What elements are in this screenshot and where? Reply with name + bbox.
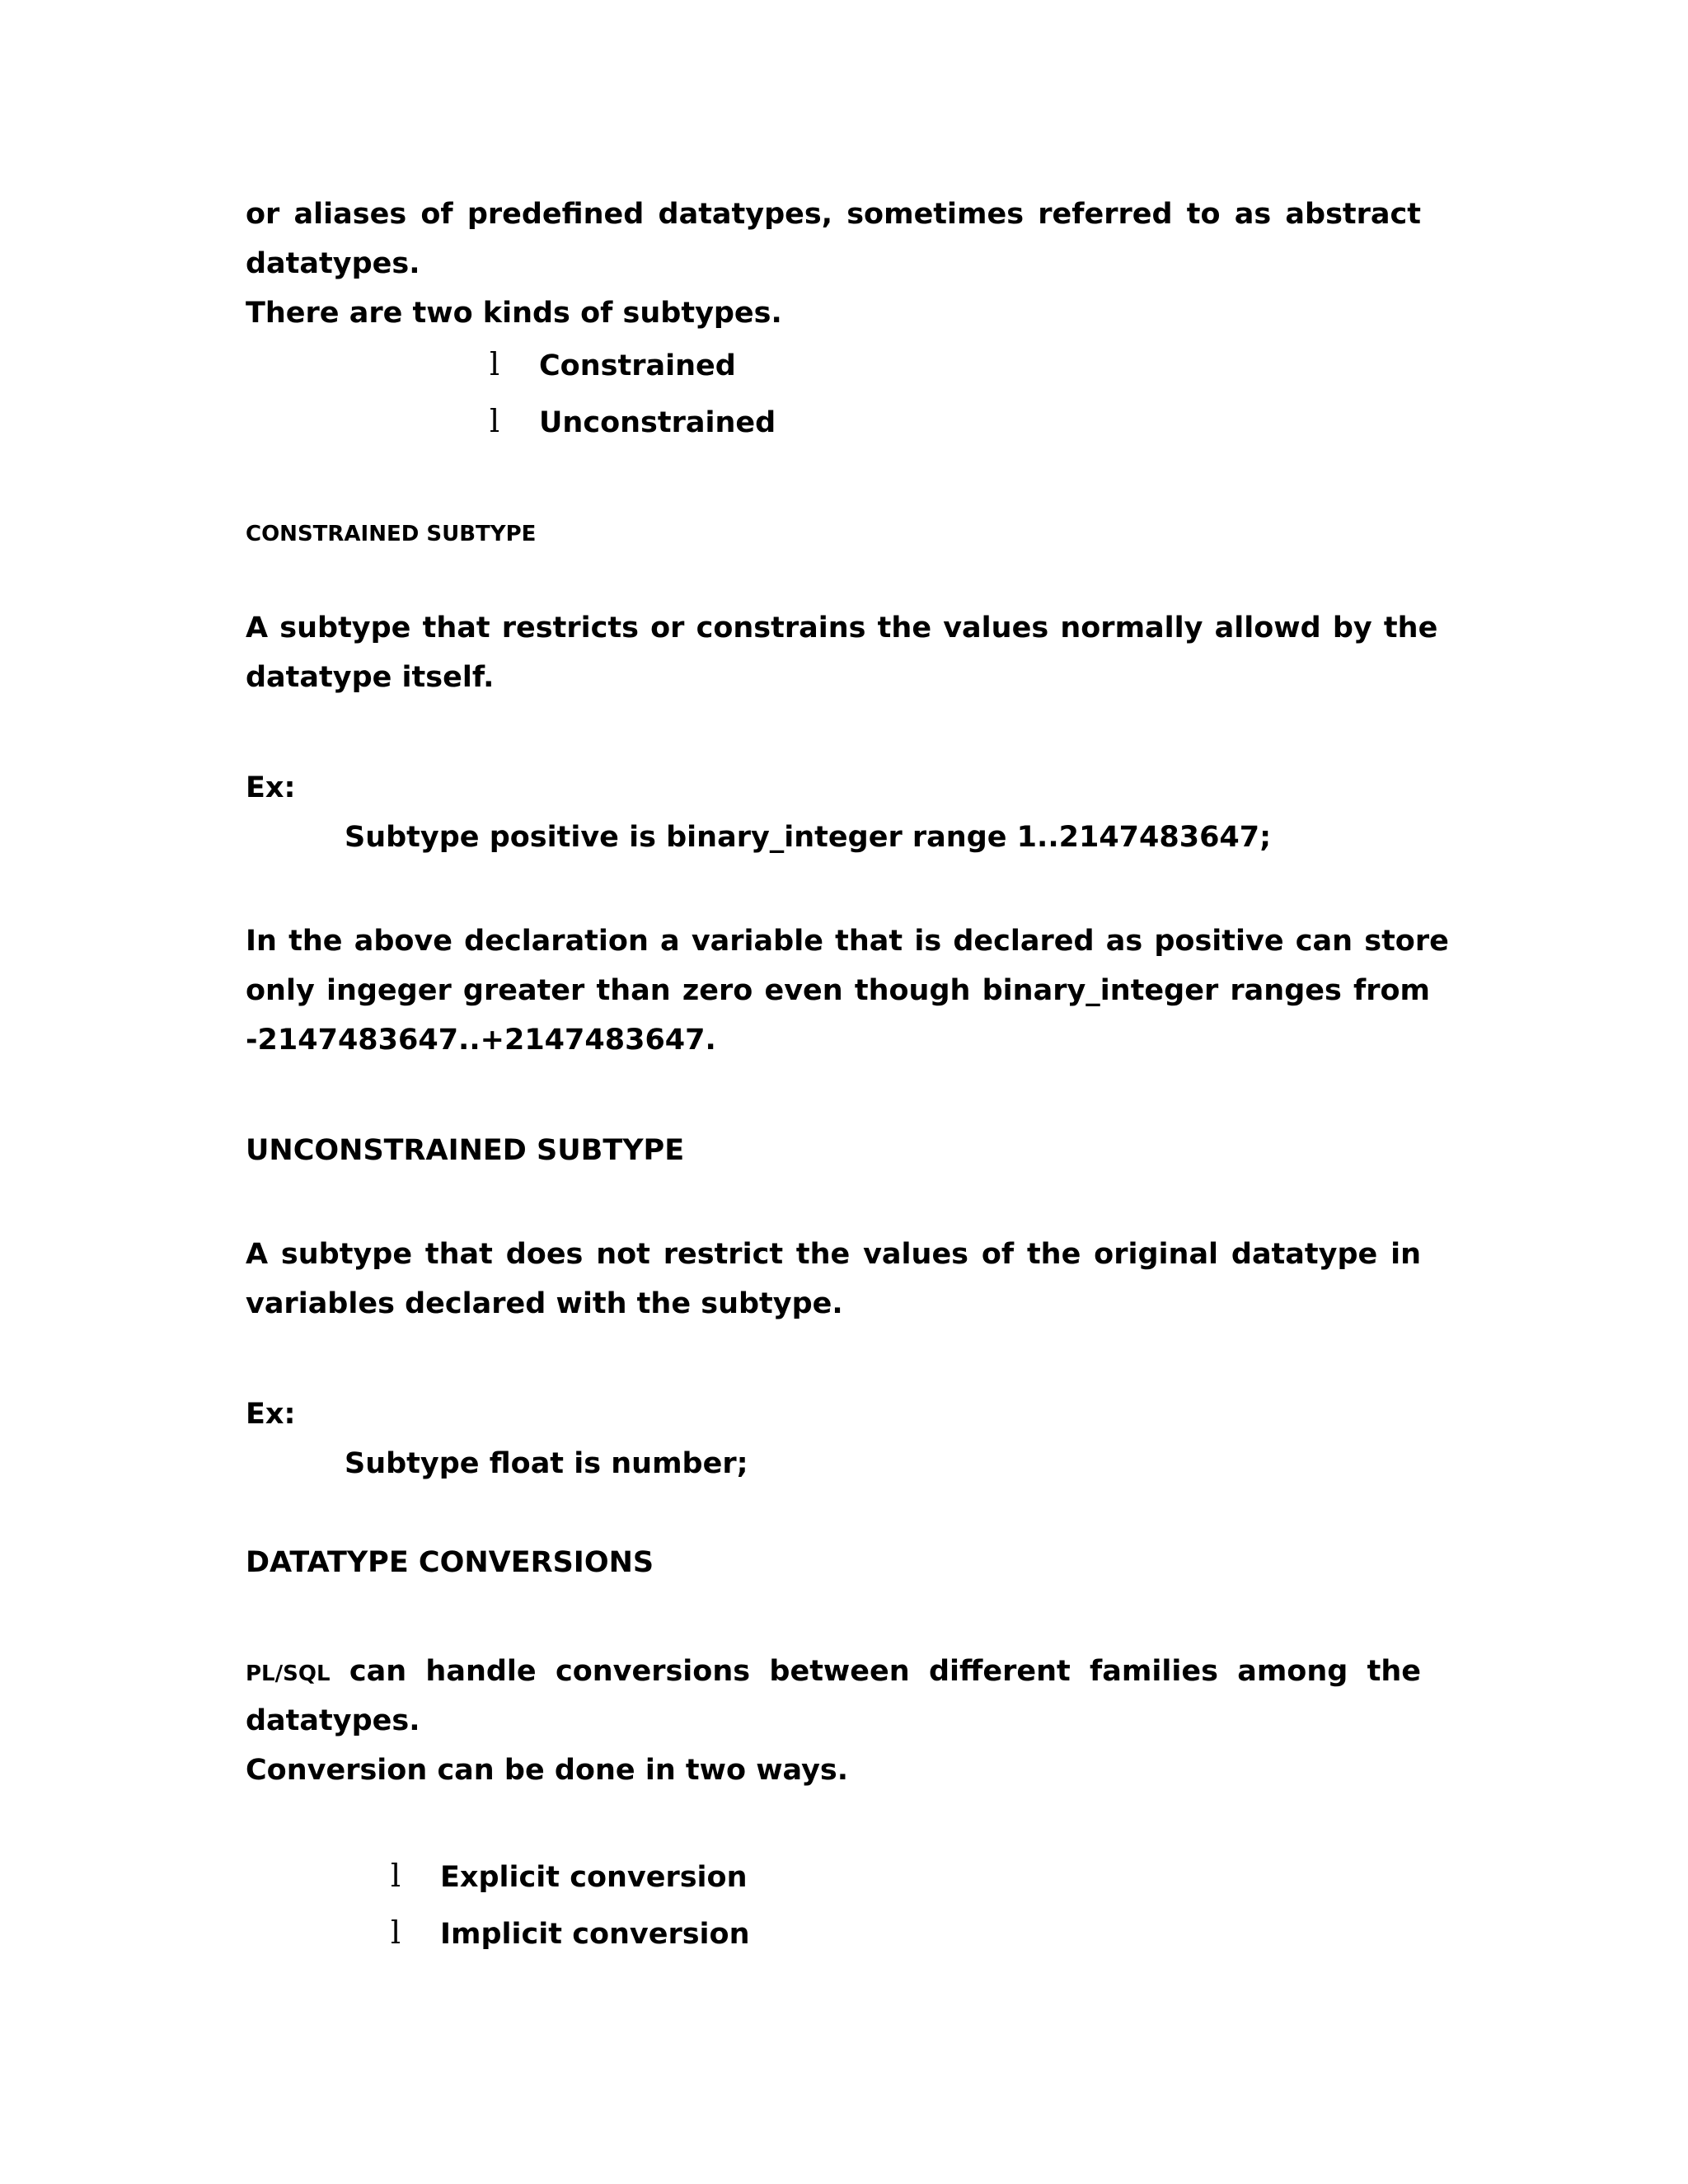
bullet-icon: l (490, 346, 500, 382)
example-label: Ex: (246, 1398, 296, 1431)
unconstrained-def-line-1: A subtype that does not restrict the values of the original datatype in (246, 1238, 1421, 1271)
unconstrained-def-line-2: variables declared with the subtype. (246, 1287, 843, 1320)
list-item-label: Unconstrained (539, 406, 776, 439)
section-heading-conversions: DATATYPE CONVERSIONS (246, 1546, 654, 1579)
bullet-icon: l (391, 1915, 401, 1951)
constrained-note-line-3: -2147483647..+2147483647. (246, 1024, 716, 1057)
section-heading-unconstrained: UNCONSTRAINED SUBTYPE (246, 1134, 685, 1167)
conversions-line-1-rest: can handle conversions between different families among the (349, 1655, 1422, 1688)
constrained-def-line-2: datatype itself. (246, 661, 495, 694)
list-item (391, 1915, 750, 1952)
example-code: Subtype positive is binary_integer range 1..2147483647; (345, 821, 1272, 854)
constrained-note-line-1: In the above declaration a variable that is declared as positive can store (246, 925, 1449, 958)
constrained-def-line-1: A subtype that restricts or constrains the values normally allowd by the (246, 612, 1438, 644)
example-code: Subtype float is number; (345, 1447, 748, 1480)
bullet-icon: l (391, 1858, 401, 1894)
list-item (490, 346, 736, 384)
list-item (490, 403, 776, 441)
bullet-icon: l (490, 403, 500, 439)
plsql-label: PL/SQL (246, 1661, 331, 1686)
document-page (246, 0, 1449, 2184)
list-item-label: Explicit conversion (440, 1861, 748, 1894)
conversions-line-2: datatypes. (246, 1704, 420, 1737)
intro-line-2: datatypes. (246, 247, 420, 280)
list-item-label: Implicit conversion (440, 1918, 750, 1951)
intro-line-3: There are two kinds of subtypes. (246, 297, 782, 330)
example-label: Ex: (246, 771, 296, 804)
list-item-label: Constrained (539, 349, 736, 382)
conversions-line-1 (246, 1653, 1421, 1692)
section-heading-constrained: CONSTRAINED SUBTYPE (246, 522, 537, 546)
constrained-note-line-2: only ingeger greater than zero even though binary_integer ranges from (246, 974, 1431, 1007)
list-item (391, 1858, 748, 1896)
intro-line-1: or aliases of predefined datatypes, sometimes referred to as abstract (246, 198, 1421, 231)
conversions-line-3: Conversion can be done in two ways. (246, 1754, 849, 1787)
